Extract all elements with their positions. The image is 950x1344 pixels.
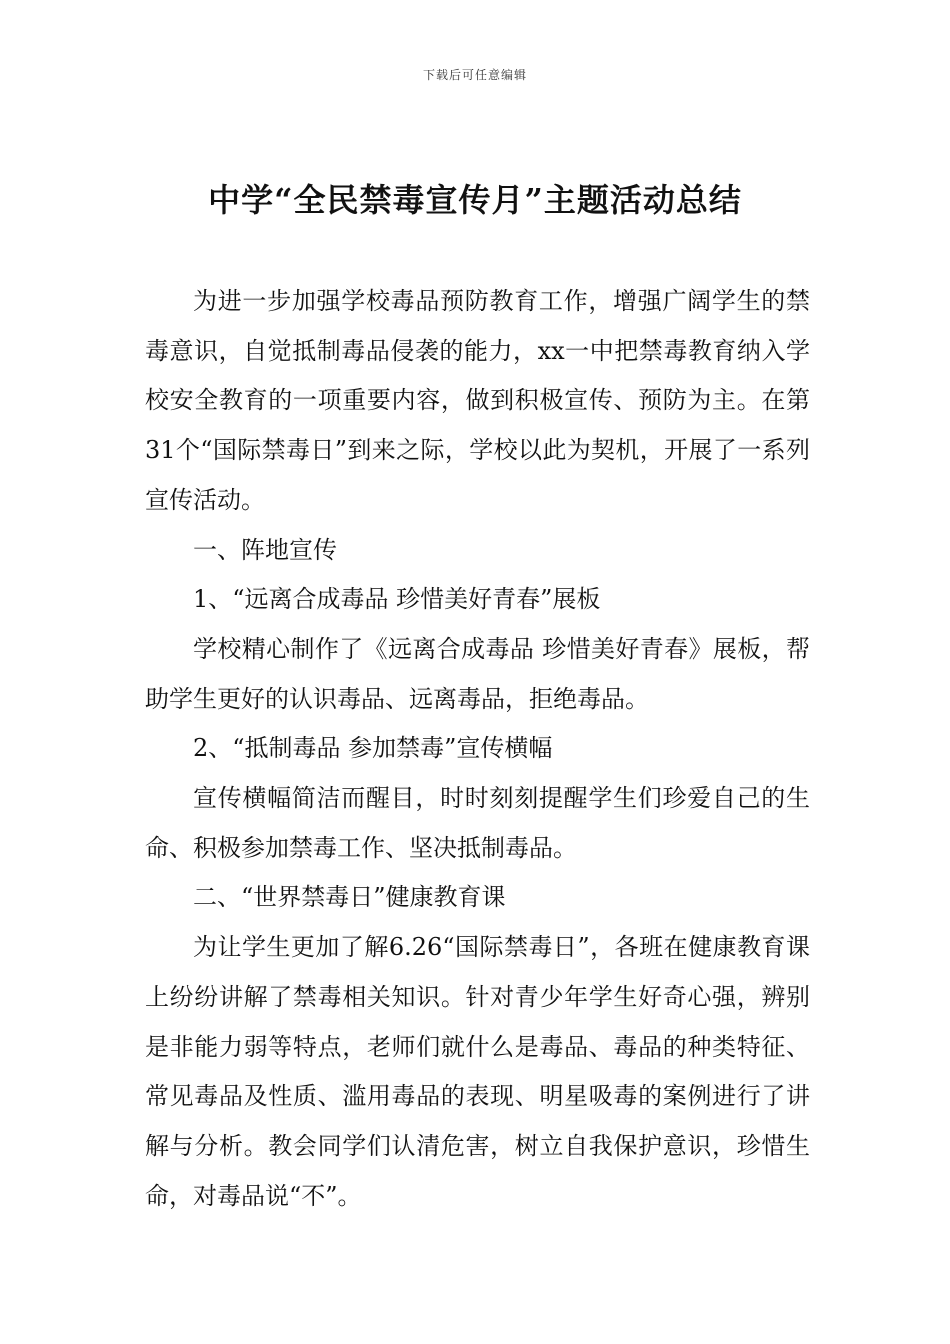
paragraph-health-class: 为让学生更加了解6.26“国际禁毒日”，各班在健康教育课上纷纷讲解了禁毒相关知识。针对青少年学生好奇心强，辨别是非能力弱等特点，老师们就什么是毒品、毒品的种类特征、常见毒品及性质、滥用毒品的表现、明星吸毒的案例进行了讲解与分析。教会同学们认清危害，树立自我保护意识，珍惜生命，对毒品说“不”。: [145, 933, 810, 1210]
paragraph-banner: 宣传横幅简洁而醒目，时时刻刻提醒学生们珍爱自己的生命、积极参加禁毒工作、坚决抵制毒品。: [145, 784, 810, 862]
section-heading-1: 一、阵地宣传: [193, 535, 337, 564]
header-note: 下载后可任意编辑: [422, 68, 527, 82]
document-title: 中学“全民禁毒宣传月”主题活动总结: [208, 181, 742, 219]
paragraph-intro: 为进一步加强学校毒品预防教育工作，增强广阔学生的禁毒意识，自觉抵制毒品侵袭的能力，xx一中把禁毒教育纳入学校安全教育的一项重要内容，做到积极宣传、预防为主。在第31个“国际禁毒日”到来之际，学校以此为契机，开展了一系列宣传活动。: [145, 287, 810, 514]
document-body: [145, 277, 810, 1221]
section-heading-2: 二、“世界禁毒日”健康教育课: [193, 883, 506, 912]
paragraph-display-board: 学校精心制作了《远离合成毒品 珍惜美好青春》展板，帮助学生更好的认识毒品、远离毒品，拒绝毒品。: [145, 634, 810, 713]
subsection-heading-2: 2、“抵制毒品 参加禁毒”宣传横幅: [193, 734, 553, 763]
subsection-heading-1: 1、“远离合成毒品 珍惜美好青春”展板: [193, 585, 601, 614]
